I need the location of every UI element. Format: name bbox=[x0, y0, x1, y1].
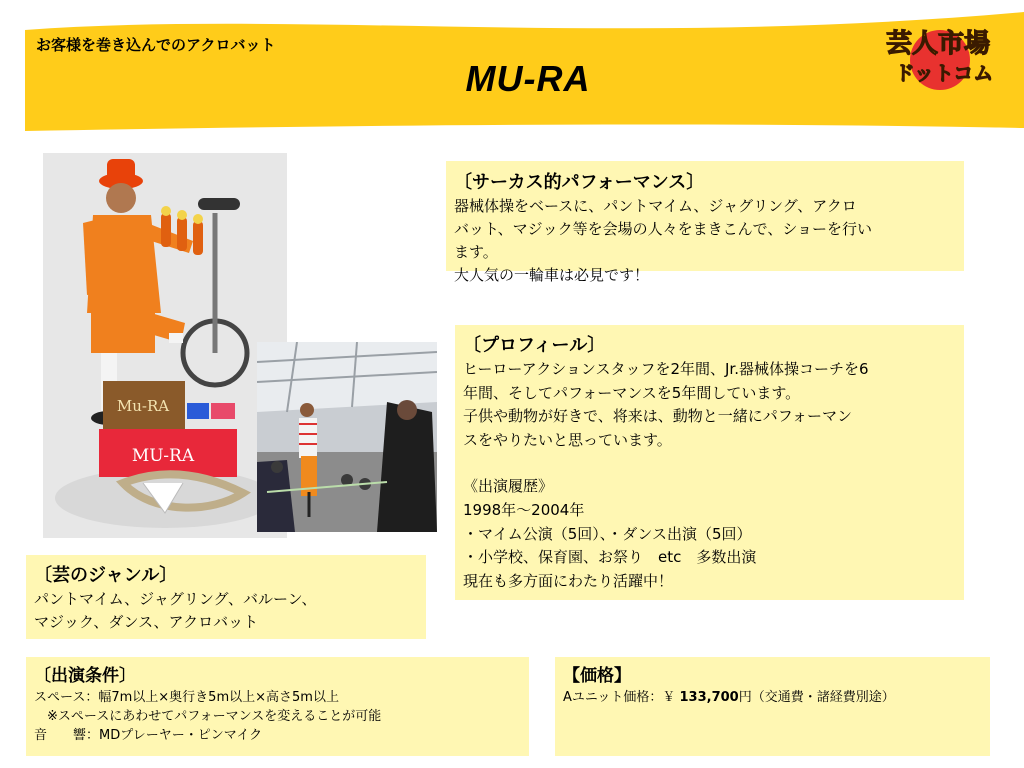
sign-top-text: Mu-RA bbox=[116, 397, 170, 415]
logo-text-line2: ドットコム bbox=[894, 61, 994, 85]
conditions-line: ※スペースにあわせてパフォーマンスを変えることが可能 bbox=[34, 709, 382, 724]
price-line bbox=[563, 688, 895, 707]
circus-performance-text bbox=[454, 170, 872, 287]
price-text bbox=[563, 664, 895, 707]
sign-bottom-text: MU-RA bbox=[131, 446, 195, 466]
profile-line: 1998年～2004年 bbox=[463, 500, 585, 519]
circus-line: バット、マジック等を会場の人々をまきこんで、ショーを行い bbox=[454, 220, 873, 238]
price-suffix: 円（交通費・諸経費別途） bbox=[738, 690, 895, 705]
profile-line bbox=[463, 452, 869, 475]
profile-line: 年間、そしてパフォーマンスを5年間しています。 bbox=[463, 383, 801, 402]
profile-line: 現在も多方面にわたり活躍中！ bbox=[463, 571, 674, 590]
conditions-line: スペース：幅7m以上×奥行き5m以上×高さ5m以上 bbox=[34, 690, 339, 705]
performer-photo bbox=[43, 153, 287, 538]
price-amount: 133,700 bbox=[679, 690, 739, 705]
profile-heading: 〔プロフィール〕 bbox=[463, 335, 606, 356]
logo-text-line1: 芸人市場 bbox=[885, 29, 991, 59]
page-subtitle: お客様を巻き込んでのアクロバット bbox=[36, 36, 276, 54]
profile-line: ・小学校、保育園、お祭り etc 多数出演 bbox=[463, 548, 757, 567]
genre-line: パントマイム、ジャグリング、バルーン、 bbox=[34, 590, 317, 608]
conditions-line: 音 響：MDプレーヤー・ピンマイク bbox=[34, 728, 263, 743]
profile-text bbox=[463, 333, 869, 593]
profile-line: 子供や動物が好きで、将来は、動物と一緒にパフォーマン bbox=[463, 407, 852, 426]
circus-line: 器械体操をベースに、パントマイム、ジャグリング、アクロ bbox=[454, 197, 857, 215]
price-heading: 【価格】 bbox=[563, 666, 631, 686]
conditions-heading: 〔出演条件〕 bbox=[34, 666, 136, 686]
profile-line: ヒーローアクションスタッフを2年間、Jr.器械体操コーチを6 bbox=[463, 360, 869, 378]
price-label: Aユニット価格：￥ bbox=[563, 690, 680, 705]
outdoor-performance-photo bbox=[257, 342, 437, 532]
genre-line: マジック、ダンス、アクロバット bbox=[34, 613, 259, 631]
circus-line: 大人気の一輪車は必見です！ bbox=[454, 266, 650, 284]
genre-text bbox=[34, 563, 316, 634]
profile-line: 《出演履歴》 bbox=[463, 477, 554, 496]
profile-line: スをやりたいと思っています。 bbox=[463, 430, 672, 449]
genre-heading: 〔芸のジャンル〕 bbox=[34, 565, 178, 586]
circus-line: ます。 bbox=[454, 243, 498, 261]
conditions-text bbox=[34, 664, 381, 745]
page-title: MU-RA bbox=[465, 58, 591, 99]
brand-logo bbox=[874, 22, 1002, 92]
circus-performance-heading: 〔サーカス的パフォーマンス〕 bbox=[454, 172, 705, 193]
profile-line: ・マイム公演（5回）、・ダンス出演（5回） bbox=[463, 524, 752, 543]
